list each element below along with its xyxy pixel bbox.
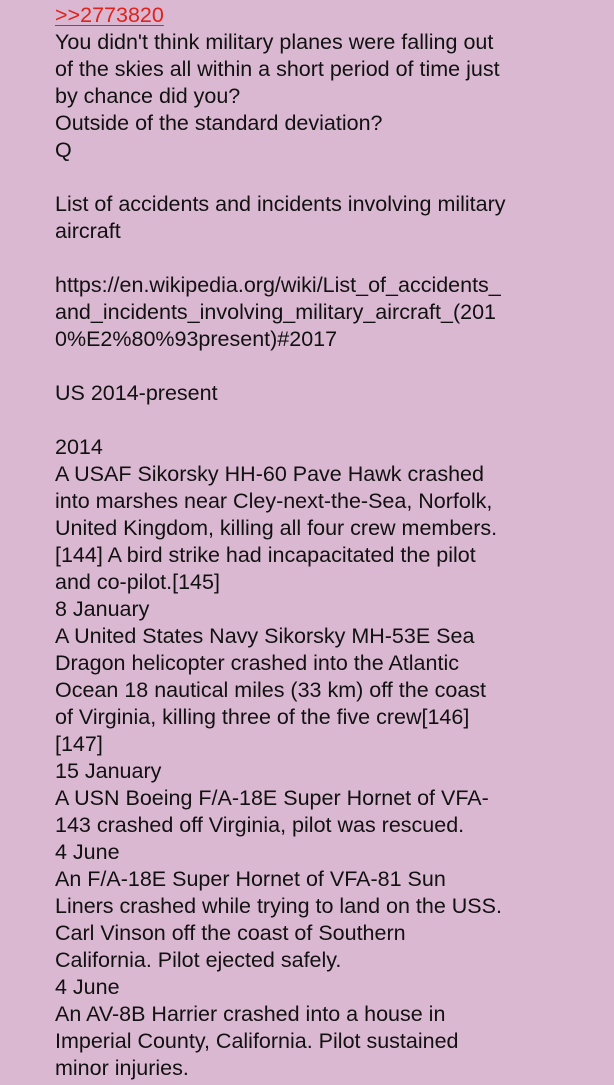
post-text-line: of the skies all within a short period of time just [55, 57, 500, 81]
post-text-line: An AV-8B Harrier crashed into a house in [55, 1002, 446, 1026]
blank-line [55, 353, 592, 380]
post-text-line: into marshes near Cley-next-the-Sea, Norfolk, [55, 489, 493, 513]
post-text-line: United Kingdom, killing all four crew members. [55, 516, 498, 540]
post-text-line: aircraft [55, 219, 121, 243]
post-text-line: 2014 [55, 435, 103, 459]
reply-link[interactable]: >>2773820 [55, 3, 164, 27]
post-text-line: Q [55, 138, 72, 162]
post-text-line: minor injuries. [55, 1056, 189, 1080]
post-text-line: https://en.wikipedia.org/wiki/List_of_accidents_ [55, 273, 501, 297]
post-text-line: [144] A bird strike had incapacitated the pilot [55, 543, 476, 567]
post-text-line: Imperial County, California. Pilot sustained [55, 1029, 459, 1053]
post-text-line: and co-pilot.[145] [55, 570, 220, 594]
post-text-line: and_incidents_involving_military_aircraft_(201 [55, 300, 496, 324]
post-text-line: [147] [55, 732, 103, 756]
post-text-line: 15 January [55, 759, 162, 783]
post-text-line: Dragon helicopter crashed into the Atlantic [55, 651, 459, 675]
post-text-line: by chance did you? [55, 84, 241, 108]
post-text-line: Ocean 18 nautical miles (33 km) off the coast [55, 678, 487, 702]
post-text-line: Carl Vinson off the coast of Southern [55, 921, 406, 945]
post-text-line: Outside of the standard deviation? [55, 111, 383, 135]
post-text-line: California. Pilot ejected safely. [55, 948, 342, 972]
post-text-line: A United States Navy Sikorsky MH-53E Sea [55, 624, 475, 648]
post-text-line: You didn't think military planes were falling out [55, 30, 494, 54]
post-text-line: Liners crashed while trying to land on the USS. [55, 894, 502, 918]
post-text-line: 8 January [55, 597, 150, 621]
blank-line [55, 164, 592, 191]
blank-line [55, 245, 592, 272]
post-text [55, 29, 592, 1082]
post-text-line: US 2014-present [55, 381, 218, 405]
post-text-line: An F/A-18E Super Hornet of VFA-81 Sun [55, 867, 446, 891]
post-text-line: 4 June [55, 975, 120, 999]
post-text-line: 4 June [55, 840, 120, 864]
post-text-line: 0%E2%80%93present)#2017 [55, 327, 338, 351]
post-text-line: A USAF Sikorsky HH-60 Pave Hawk crashed [55, 462, 484, 486]
post-text-line: 143 crashed off Virginia, pilot was rescued. [55, 813, 465, 837]
blank-line [55, 407, 592, 434]
post-text-line: List of accidents and incidents involving military [55, 192, 506, 216]
post-text-line: of Virginia, killing three of the five crew[146] [55, 705, 470, 729]
post-text-line: A USN Boeing F/A-18E Super Hornet of VFA- [55, 786, 489, 810]
